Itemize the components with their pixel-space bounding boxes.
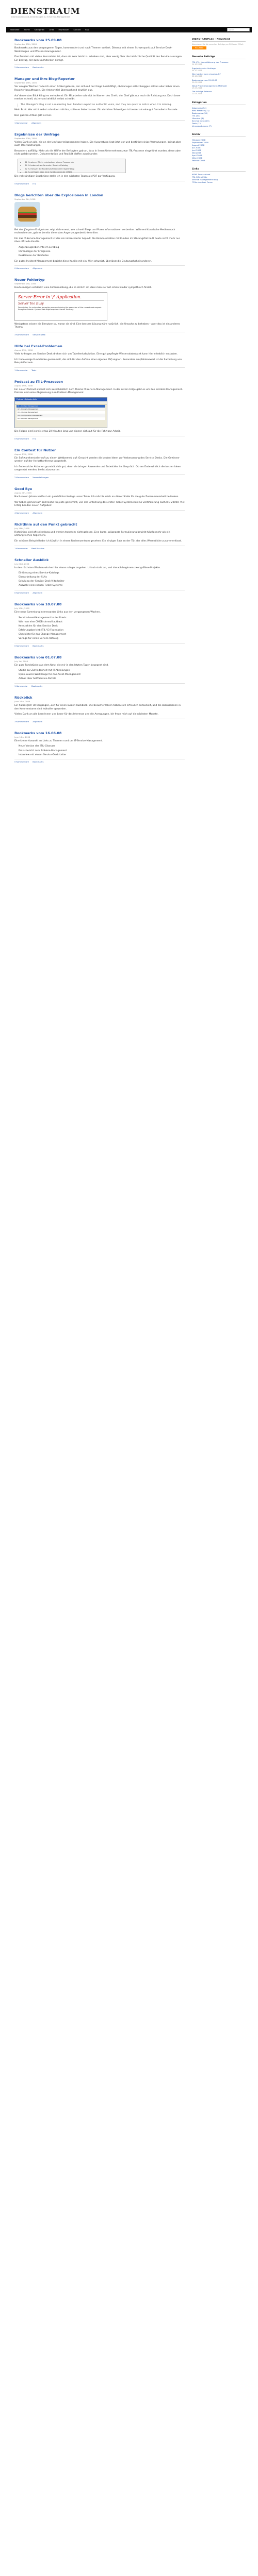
window-toolbar [15,401,107,404]
recent-post-date: 25.09.2008 [192,81,202,83]
post [14,77,185,124]
post-body [14,353,185,365]
post-meta [14,436,185,440]
post-title[interactable]: Podcast zu ITIL-Prozessen [14,379,63,384]
post-meta [14,546,185,550]
post-body [14,457,185,472]
paragraph: Eine kleine Auswahl an Links zu Themen rund um IT-Service-Management. [14,739,103,742]
post [14,193,185,270]
comments-link[interactable]: 0 Kommentare [14,760,29,764]
post-date: August 4th, 2008 [14,491,31,494]
post-meta [14,332,185,336]
category-link[interactable]: ITIL [33,437,36,440]
recent-post-link[interactable]: Die richtige Balance [192,90,212,93]
post-title[interactable]: Neuer Fehlertyp [14,278,45,282]
blogroll-link[interactable]: ITIL Official Site [192,175,207,178]
post-meta [14,474,185,479]
post [14,344,185,371]
category-link[interactable]: Bookmarks [31,685,43,688]
paragraph: Ein neuer Podcast widmet sich ausschließlich dem Thema IT-Service-Management. In der ersten Folge geht es um den Incident-Management-Prozess und seine Abgrenzung zum Problem-Management. [14,388,183,395]
blockquote: The Manager's blog is not a marketing tool. Readers expect an authentic voice, and they are quick to notice when it is missing. [18,104,185,107]
archive-link[interactable]: Oktober 2008 [192,138,206,141]
paragraph: Vielen Dank an alle Leserinnen und Leser für das Interesse und die Anregungen. Ich freue mich auf die nächsten Monate. [14,713,159,716]
post-body [14,531,185,544]
category-link[interactable]: Veranstaltungen (7) [192,124,212,127]
category-link[interactable]: Bookmarks (18) [192,111,208,114]
list-item: • 34 % haben einen formalen Service-Katalog [25,164,123,166]
recent-post-date: 09.10.2008 [192,69,202,72]
recent-post-link[interactable]: Neue Projektmanagement-Methode [192,84,227,88]
recent-post-date: 19.09.2008 [192,87,202,90]
list-item[interactable]: • Interview mit einem Service-Desk-Leiter [19,754,185,757]
archive-link[interactable]: Mai 2008 [192,151,201,154]
list-item[interactable]: • Service-Level-Management in der Praxis [19,617,185,620]
list-item[interactable]: • Vorlage für einen Service-Katalog [19,637,185,641]
post-date: September 8th, 2008 [14,197,36,200]
list-item[interactable]: • Reaktionen der Behörden [19,255,185,258]
post-body [14,704,185,717]
post [14,602,185,647]
post-meta [14,510,185,514]
paragraph: Ich finde solche Aktionen grundsätzlich gut, denn sie bringen Anwender und Entwickler ins Gespräch. Ob am Ende wirklich die besten Ideen umgesetzt werden, bleibt abzuwarten. [14,465,181,472]
error-subtitle: Server Too Busy [18,301,44,306]
list-item[interactable]: • Chronologie der Ereignisse [19,250,185,254]
post-body [14,47,185,62]
paragraph: Vielen Dank an alle, die an der Umfrage teilgenommen haben. Die Auswertung liegt jetzt vor und bestätigt einige Vermutungen, bringt aber auch Überraschungen. [14,141,181,147]
comments-link[interactable]: 2 Kommentare [14,66,29,69]
paragraph: Bei den jüngsten Ereignissen zeigt sich erneut, wie schnell Blogs und Foren Informationen verbreiten. Während klassische Medien noch recherchierten, gab es bereits die ersten Augenzeugenberichte online. [14,228,175,235]
sidebar-recent-posts [192,56,246,95]
post-date: July 28th, 2008 [14,527,29,530]
archive-link[interactable]: März 2008 [192,156,203,159]
post-body [14,286,185,330]
list-item[interactable]: • Augenzeugenberichte im Liveblog [19,246,185,250]
recent-post-date: 02.10.2008 [192,75,202,78]
comments-link[interactable]: 3 Kommentare [14,333,29,336]
category-link[interactable]: Allgemein [31,121,41,124]
paragraph: Die Folgen sind jeweils etwa 20 Minuten lang und eignen sich gut für die Fahrt zur Arbeit. [14,430,121,433]
comments-link[interactable]: 0 Kommentare [14,437,29,440]
category-link[interactable]: Allgemein [33,720,43,723]
paragraph: Den ganzen Artikel gibt es hier. [14,114,52,117]
post-date: September 2nd, 2008 [14,282,36,285]
window-screenshot [14,397,107,428]
post-meta [14,643,185,647]
nav-item[interactable]: Archiv [24,28,30,31]
comments-link[interactable]: 1 Kommentar [14,368,28,371]
list-item: • 12 % verfügen über eine funktionierende CMDB [25,171,123,173]
comments-link[interactable]: 4 Kommentare [14,511,29,514]
sidebar-feed-box [192,38,246,49]
sidebar-heading: Neueste Beiträge [192,56,246,59]
post [14,522,185,550]
post-meta [14,64,185,69]
comments-link[interactable]: 0 Kommentare [14,644,29,647]
list-item[interactable]: • Kennzahlen für den Service Desk [19,625,185,629]
post-title[interactable]: Blogs berichten über die Explosionen in London [14,193,104,197]
post [14,278,185,336]
post-title[interactable]: Good Bye [14,486,33,491]
paragraph: Auf den ersten Blick klingt es verlockend: Ein Mitarbeiter schreibt im Namen des Chefs, der Chef gibt nur noch die Richtung vor. Doch Leser merken schnell, ob jemand wirklich selbst schreibt. [14,94,181,101]
error-description: Description: An unhandled exception occurred during the execution of the current web request. [18,306,102,309]
sidebar-links [192,168,246,183]
paragraph: Für das IT-Service-Management ist das ein interessanter Aspekt: Die Kommunikation mit Kunden im Störungsfall läuft heute nicht mehr nur über offizielle Kanäle. [14,237,180,244]
search-input[interactable]: Suche [227,28,250,31]
recent-post-link[interactable]: Ergebnisse der Umfrage [192,66,216,70]
list-item[interactable]: • Praxisbericht zum Problem-Management [19,750,185,753]
nav-item[interactable]: Startseite [10,28,20,31]
error-screenshot [14,292,107,321]
sidebar-categories [192,101,246,127]
post [14,448,185,479]
paragraph: Mein Fazit: Wer nicht selbst schreiben möchte, sollte es lieber lassen. Ein ehrliches Schweigen ist besser als eine gut formulierte Fassade. [14,109,178,112]
paragraph: Wir haben gemeinsam zahlreiche Projekte gestemmt, von der Einführung des ersten Ticket-Systems bis zur Zertifizierung nach ISO 20000. Viel Erfolg bei den neuen Aufgaben! [14,501,185,507]
error-details: Exception Details: System.Web.HttpException: Server Too Busy [18,309,74,311]
post-meta [14,367,185,371]
category-link[interactable]: ITIL [33,182,36,185]
post-title[interactable]: Ein Contest für Nutzer [14,448,56,452]
blogroll-link[interactable]: Service Management Blog [192,178,218,181]
post [14,38,185,69]
nav-item[interactable]: Kategorien [34,28,45,31]
recent-post-link[interactable]: ITIL V3 – Konsolidierung der Prozesse [192,61,229,64]
post-title[interactable]: Richtlinie auf den Punkt gebracht [14,522,77,527]
archive-link[interactable]: Juli 2008 [192,146,201,149]
window-row: 05 – Release Management [17,417,105,420]
post-body [14,86,185,117]
recent-post-date: 14.10.2008 [192,63,202,66]
list-item: • Schulung der Service-Desk-Mitarbeiter [19,580,185,584]
post-date: September 13th, 2008 [14,137,37,140]
post-title[interactable]: Bookmarks vom 25.09.08 [14,38,62,42]
main-content [14,38,185,2576]
paragraph: Viele Anfragen am Service Desk drehen sich um Tabellenkalkulation. Eine gut gepflegte Wissensdatenbank kann hier erheblich entlasten. [14,353,178,356]
comments-link[interactable]: 1 Kommentar [14,121,28,124]
post-date: August 11th, 2008 [14,452,33,455]
blogroll-link[interactable]: itSMF Deutschland [192,173,211,176]
news-photo [14,202,40,227]
category-link[interactable]: Allgemein [33,267,43,270]
archive-link[interactable]: September 2008 [192,141,208,144]
post-title[interactable]: Manager und ihre Blog-Reporter [14,77,75,81]
post-title[interactable]: Bookmarks vom 16.06.08 [14,731,62,735]
category-link[interactable]: Allgemein [33,511,43,514]
paragraph: Das Problem mit vielen Kennzahlen ist, dass sie zwar leicht zu erheben sind, aber wenig über die tatsächliche Qualität des Service aussagen. Ein Beitrag, der zum Nachdenken anregt. [14,56,183,62]
post-body [14,496,185,508]
post-body [14,141,185,179]
category-link[interactable]: Service Desk (15) [192,119,209,122]
recent-post-date: 12.09.2008 [192,93,202,95]
sidebar-heading: Kategorien [192,101,246,105]
window-title: Podcast – Episodenliste [15,398,107,401]
list-item[interactable]: • Neue Version des ITIL-Glossars [19,745,185,749]
post-title[interactable]: Bookmarks vom 01.07.08 [14,655,62,659]
post-date: August 19th, 2008 [14,384,33,387]
post-title[interactable]: Schneller Ausblick [14,557,49,562]
post [14,696,185,723]
list-item: • Überarbeitung der SLAs [19,576,185,580]
comments-link[interactable]: 1 Kommentar [14,547,28,550]
post-date: September 19th, 2008 [14,81,37,84]
list-item[interactable]: • Open-Source-Werkzeuge für das Asset-Management [19,673,185,677]
list-item: • Einführung eines Service-Katalogs [19,572,185,575]
paragraph: Besonders auffällig: Mehr als die Hälfte der Befragten gab an, dass in ihrem Unternehmen zwar ITIL-Prozesse eingeführt wurden, diese aber nicht gelebt werden. Dokumentation und Realität klaffen auseinander. [14,149,181,156]
masthead [6,4,252,27]
paragraph: Ein gutes Incident-Management bezieht diese Kanäle mit ein. Wer schweigt, überlässt die Deutungshoheit anderen. [14,260,152,263]
nav-item[interactable]: Impressum [58,28,69,31]
site-logo[interactable]: DIENSTRAUM [10,6,80,16]
paragraph: Heute morgen entdeckt: eine Fehlermeldung, die so ehrlich ist, dass man sie fast schon wieder sympathisch findet. [14,286,152,290]
post-meta [14,181,185,185]
paragraph: Bookmarks aus den vergangenen Tagen, kommentiert und nach Themen sortiert. Diesmal mit einem Schwerpunkt auf Service-Desk-Werkzeugen und Wissensmanagement. [14,47,172,53]
comments-link[interactable]: 2 Kommentare [14,476,29,479]
nav-item[interactable]: Links [49,28,54,31]
window-row: 03 – Change Management [17,411,105,414]
post-body [14,202,185,264]
rss-feed-button[interactable]: RSS Feed [192,46,206,49]
main-navigation [6,27,252,32]
list-item[interactable]: • Studie zur Zufriedenheit mit IT-Abteilungen [19,669,185,673]
post-meta [14,265,185,269]
category-link[interactable]: ITIL (41) [192,114,200,117]
post-title[interactable]: Bookmarks vom 10.07.08 [14,602,62,606]
post-body [14,664,185,681]
paragraph: Ein halbes Jahr ist vergangen, Zeit für einen kurzen Rückblick. Die Besucherzahlen haben sich erfreulich entwickelt, und die Diskussionen in den Kommentaren sind lebhafter geworden. [14,704,181,710]
post-body [14,388,185,434]
post [14,558,185,594]
category-link[interactable]: Tools (12) [192,122,202,125]
category-link[interactable]: Best Practice [31,547,44,550]
comments-link[interactable]: 1 Kommentar [14,685,28,688]
paragraph: Wenigstens wissen die Benutzer so, woran sie sind. Eine bessere Lösung wäre natürlich, die Ursache zu beheben – aber das ist ein anderes Thema. [14,323,180,329]
comments-link[interactable]: 3 Kommentare [14,720,29,723]
post-date: June 24th, 2008 [14,700,30,703]
window-row: 02 – Problem Management [17,408,105,411]
post [14,487,185,514]
list-item: • 61 % setzen ITIL in mindestens einem Prozess ein [25,161,123,163]
post [14,132,185,185]
paragraph: Richtlinien sind oft seitenlang und werden trotzdem nicht gelesen. Eine kurze, prägnante Formulierung bewirkt häufig mehr als ein umfangreiches Regelwerk. [14,531,170,537]
blogroll-link[interactable]: IT-Servicedesk Forum [192,180,213,183]
category-link[interactable]: Veranstaltungen [33,476,49,479]
error-title: Server Error in '/' Application. [18,294,82,299]
comments-link[interactable]: 5 Kommentare [14,182,29,185]
recent-post-link[interactable]: Wer hat bei wem eingekauft? [192,73,221,76]
sidebar [192,38,246,811]
comments-link[interactable]: 0 Kommentare [14,591,29,594]
post-body [14,611,185,641]
post [14,731,185,763]
post-date: July 21st, 2008 [14,562,29,565]
site-tagline: Informationen und Anmerkungen zu IT-Service-Management [11,15,70,18]
post [14,655,185,687]
archive-link[interactable]: April 2008 [192,154,202,157]
archive-link[interactable]: Februar 2008 [192,159,205,162]
sidebar-heading: Archiv [192,133,246,137]
post-title[interactable]: Rückblick [14,696,33,700]
window-row: 01 – Incident Management [17,405,105,408]
sidebar-heading: DIENSTRAUM.de – Newsfeed [192,38,246,42]
post-title[interactable]: Hilfe bei Excel-Problemen [14,344,62,349]
paragraph: Ein paar Fundstücke aus dem Netz, die mir in den letzten Tagen begegnet sind. [14,664,109,667]
category-link[interactable]: Tools [31,368,37,371]
post-meta [14,683,185,687]
paragraph: Vor einigen Wochen habe ich einen Artikel gelesen, der sich mit der Frage beschäftigt, ob Manager selbst bloggen sollten oder lieber einen Reporter beauftragen. Die Antwort fiel überraschend deutlich aus. [14,86,180,92]
category-link[interactable]: Literatur (9) [192,116,204,120]
comments-link[interactable]: 0 Kommentare [14,267,29,270]
nav-item[interactable]: RSS [85,28,89,31]
post-meta [14,759,185,763]
sidebar-text: Abonnieren Sie die neuesten Beiträge per RSS oder E-Mail. [192,43,244,45]
post-meta [14,590,185,594]
window-row: 04 – Configuration Management [17,414,105,417]
list-item: • 22 % messen die Kundenzufriedenheit regelmäßig [25,167,123,170]
paragraph: Eine neue Sammlung interessanter Links aus den vergangenen Wochen. [14,611,101,614]
post-date: June 16th, 2008 [14,735,30,738]
post-title[interactable]: Ergebnisse der Umfrage [14,132,60,137]
archive-link[interactable]: Juni 2008 [192,148,201,151]
archive-link[interactable]: August 2008 [192,143,205,146]
list-item[interactable]: • Checkliste für das Change-Management [19,633,185,637]
paragraph: Nach vielen Jahren verlässt ein geschätzter Kollege unser Team. Ich möchte mich an dieser Stelle für die gute Zusammenarbeit bedanken. [14,495,179,498]
post-body [14,567,185,588]
recent-post-link[interactable]: Bookmarks vom 25.09.08 [192,78,217,81]
category-link[interactable]: Best Practice (21) [192,109,209,112]
category-link[interactable]: Bookmarks [33,66,44,69]
paragraph: Ein schönes Beispiel habe ich kürzlich in einem Rechenzentrum gesehen: Ein einziger Satz an der Tür, der alles Wesentliche zusammenfasst. [14,539,182,543]
category-link[interactable]: Allgemein (34) [192,106,206,109]
post-date: July 10th, 2008 [14,607,29,609]
list-item[interactable]: • Wie man eine CMDB sinnvoll aufbaut [19,621,185,624]
post-meta [14,719,185,723]
survey-chart-image [18,159,126,173]
paragraph: Die vollständigen Ergebnisse stelle ich in den nächsten Tagen als PDF zur Verfügung. [14,175,116,178]
category-link[interactable]: Bookmarks [33,644,44,647]
paragraph: Ich habe einige Fundstücke gesammelt, die sich für den Aufbau einer eigenen FAQ eignen. Besonders empfehlenswert ist die Sammlung von Beispielformeln. [14,358,182,365]
sidebar-heading: Links [192,168,246,172]
sidebar-archive [192,133,246,162]
post-date: September 25th, 2008 [14,43,37,45]
post [14,380,185,440]
list-item[interactable]: • Erfahrungsbericht: ITIL V3 Foundation [19,629,185,633]
list-item[interactable]: • Artikel über Self-Service-Portale [19,677,185,681]
paragraph: Ein Softwarehersteller ruft zu einem Wettbewerb auf: Gesucht werden die besten Ideen zur Verbesserung des Service Desks. Die Gewinner werden auf der Herbstkonferenz vorgestellt. [14,456,180,463]
category-link[interactable]: Allgemein [33,591,43,594]
nav-item[interactable]: Kontakt [73,28,81,31]
post-body [14,740,185,757]
category-link[interactable]: Service Desk [33,333,45,336]
post-date: August 27th, 2008 [14,349,33,352]
divider [18,300,104,301]
post-meta [14,120,185,124]
category-link[interactable]: Bookmarks [33,760,44,764]
post-date: July 1st, 2008 [14,659,28,663]
paragraph: In den nächsten Wochen wird es hier etwas ruhiger zugehen. Urlaub steht an, und danach beginnen zwei größere Projekte. [14,566,161,569]
list-item: • Auswahl eines neuen Ticket-Systems [19,584,185,588]
